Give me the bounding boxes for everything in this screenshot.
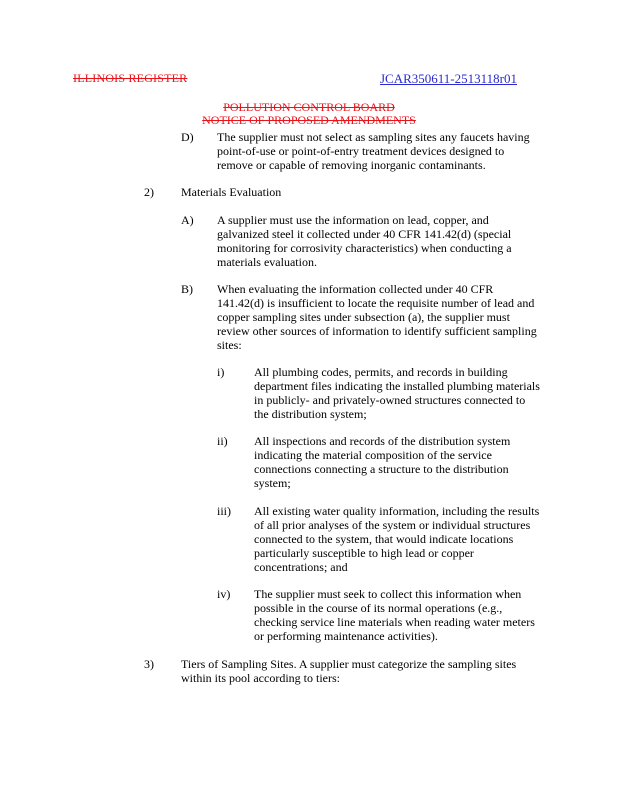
document-id: JCAR350611-2513118r01: [380, 71, 517, 86]
agency-title: POLLUTION CONTROL BOARD: [223, 100, 395, 114]
section-2-heading: Materials Evaluation: [181, 185, 282, 199]
section-3-label: 3): [144, 657, 154, 671]
item-i-label: i): [217, 365, 225, 379]
item-iv-label: iv): [217, 587, 231, 601]
item-b-label: B): [181, 282, 193, 296]
notice-title: NOTICE OF PROPOSED AMENDMENTS: [202, 113, 416, 127]
item-i-text: All plumbing codes, permits, and records in building department files indicating the installed plumbing materials in publicly- and privately-owned structures connected to the distribution system;: [254, 365, 540, 421]
item-iv-text: The supplier must seek to collect this information when possible in the course of its normal operations (e.g., checking service line materials when reading water meters or performing maintenance activities).: [254, 587, 535, 643]
item-d-label: D): [181, 130, 194, 144]
register-header: ILLINOIS REGISTER: [73, 71, 188, 85]
section-3-text: Tiers of Sampling Sites. A supplier must categorize the sampling sites within its pool according to tiers:: [181, 657, 517, 685]
item-a-label: A): [181, 213, 194, 227]
item-ii-label: ii): [217, 434, 228, 448]
item-ii-text: All inspections and records of the distribution system indicating the material composition of the service connections connecting a structure to the distribution system;: [254, 434, 511, 490]
section-2-label: 2): [144, 185, 154, 199]
item-a-text: A supplier must use the information on lead, copper, and galvanized steel it collected under 40 CFR 141.42(d) (special monitoring for corrosivity characteristics) when conducting a materials evaluation.: [217, 213, 512, 269]
item-b-text: When evaluating the information collected under 40 CFR 141.42(d) is insufficient to locate the requisite number of lead and copper sampling sites under subsection (a), the supplier must review other sources of information to identify sufficient sampling sites:: [217, 282, 537, 352]
item-iii-label: iii): [217, 504, 231, 518]
item-d-text: The supplier must not select as sampling sites any faucets having point-of-use or point-of-entry treatment devices designed to remove or capable of removing inorganic contaminants.: [217, 130, 530, 172]
item-iii-text: All existing water quality information, including the results of all prior analyses of the system or individual structures connected to the system, that would indicate locations particularly susceptible to high lead or copper concentrations; and: [254, 504, 540, 574]
